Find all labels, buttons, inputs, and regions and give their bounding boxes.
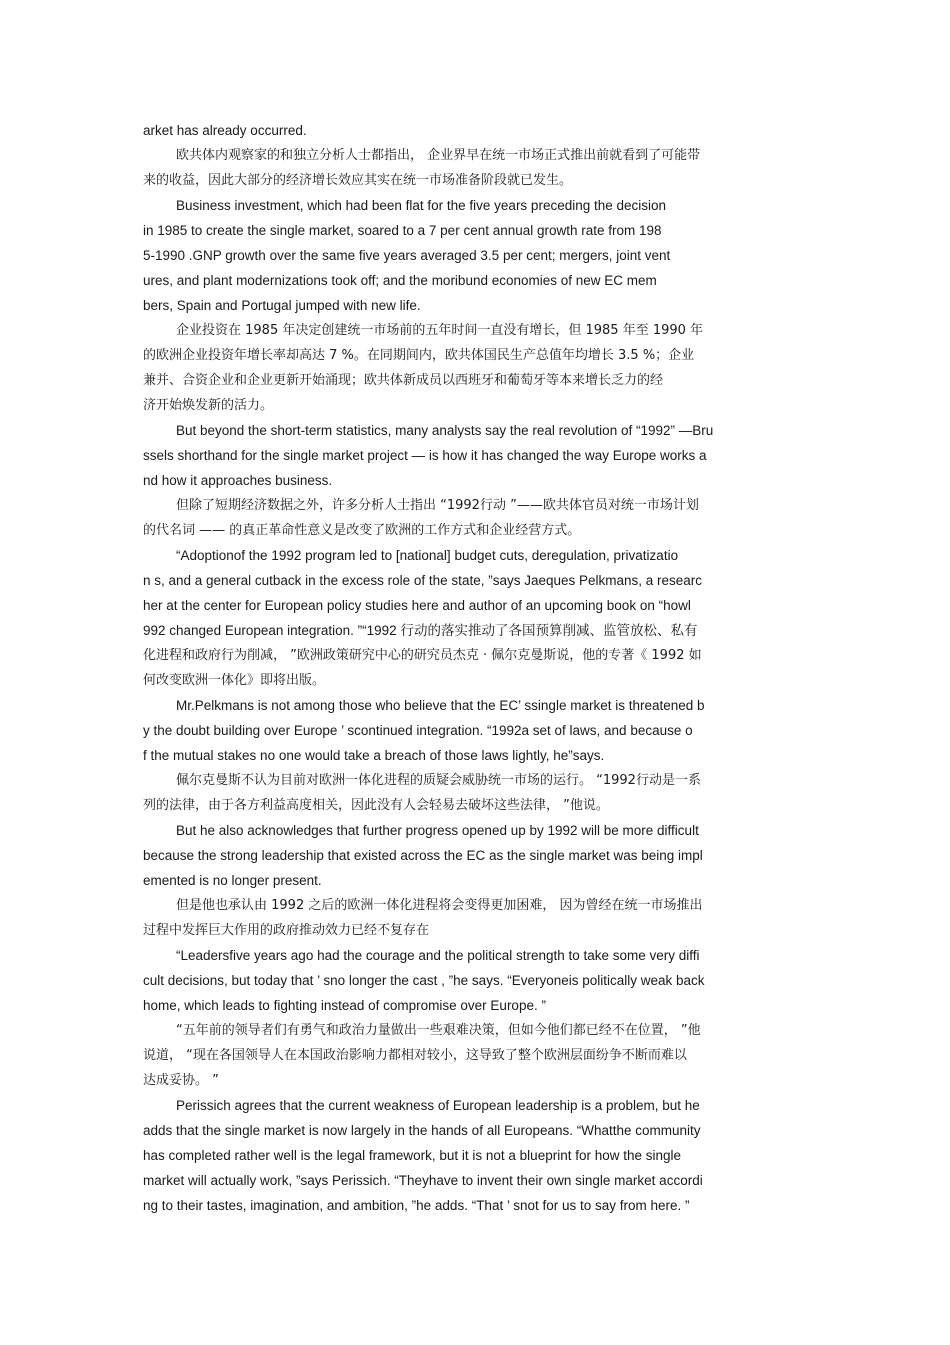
- text-line: 说道， “现在各国领导人在本国政治影响力都相对较小，这导致了整个欧洲层面纷争不断而难以: [143, 1048, 687, 1063]
- text-line: Mr.Pelkmans is not among those who believe that the EC’ ssingle market is threatened b: [176, 698, 705, 713]
- text-line: ures, and plant modernizations took off; and the moribund economies of new EC mem: [143, 273, 657, 288]
- text-line: ng to their tastes, imagination, and ambition, ”he adds. “That ’ snot for us to say from here. ”: [143, 1198, 690, 1213]
- text-line: 但是他也承认由 1992 之后的欧洲一体化进程将会变得更加困难， 因为曾经在统一市场推出: [176, 898, 703, 913]
- text-line: 但除了短期经济数据之外，许多分析人士指出 “1992行动 ”——欧共体官员对统一市场计划: [176, 498, 699, 513]
- text-line: “五年前的领导者们有勇气和政治力量做出一些艰难决策，但如今他们都已经不在位置， ”他: [176, 1023, 701, 1038]
- text-line: 企业投资在 1985 年决定创建统一市场前的五年时间一直没有增长，但 1985 年至 1990 年: [176, 323, 704, 338]
- text-line: her at the center for European policy studies here and author of an upcoming book on “howl: [143, 598, 691, 613]
- text-line: arket has already occurred.: [143, 123, 307, 138]
- text-line: because the strong leadership that existed across the EC as the single market was being impl: [143, 848, 703, 863]
- text-line: in 1985 to create the single market, soared to a 7 per cent annual growth rate from 198: [143, 223, 662, 238]
- text-line: 达成妥协。 ”: [143, 1073, 219, 1088]
- text-line: f the mutual stakes no one would take a breach of those laws lightly, he”says.: [143, 748, 605, 763]
- text-line: y the doubt building over Europe ’ scontinued integration. “1992a set of laws, and because o: [143, 723, 693, 738]
- text-line: has completed rather well is the legal framework, but it is not a blueprint for how the single: [143, 1148, 682, 1163]
- text-line: ssels shorthand for the single market project — is how it has changed the way Europe works a: [143, 448, 707, 463]
- text-line: Business investment, which had been flat for the five years preceding the decision: [176, 198, 667, 213]
- text-line: cult decisions, but today that ’ sno longer the cast , ”he says. “Everyoneis politically weak back: [143, 973, 705, 988]
- text-line: adds that the single market is now largely in the hands of all Europeans. “Whatthe community: [143, 1123, 701, 1138]
- text-line: 列的法律，由于各方利益高度相关，因此没有人会轻易去破坏这些法律， ”他说。: [143, 798, 609, 813]
- text-line: 佩尔克曼斯不认为目前对欧洲一体化进程的质疑会威胁统一市场的运行。 “1992行动是一系: [176, 773, 701, 788]
- text-line: 5-1990 .GNP growth over the same five years averaged 3.5 per cent; mergers, joint vent: [143, 248, 671, 263]
- text-line: emented is no longer present.: [143, 873, 322, 888]
- text-line: 何改变欧洲一体化》即将出版。: [143, 673, 326, 688]
- document-body: [143, 118, 823, 1218]
- text-line: bers, Spain and Portugal jumped with new life.: [143, 298, 421, 313]
- text-line: 兼并、合资企业和企业更新开始涌现；欧共体新成员以西班牙和葡萄牙等本来增长乏力的经: [143, 373, 664, 388]
- text-line: 的代名词 —— 的真正革命性意义是改变了欧洲的工作方式和企业经营方式。: [143, 523, 581, 538]
- text-line: But beyond the short-term statistics, many analysts say the real revolution of “1992” —Bru: [176, 423, 714, 438]
- text-line: 过程中发挥巨大作用的政府推动效力已经不复存在: [143, 923, 430, 938]
- text-line: But he also acknowledges that further progress opened up by 1992 will be more difficult: [176, 823, 699, 838]
- text-line: “Adoptionof the 1992 program led to [national] budget cuts, deregulation, privatizatio: [176, 548, 679, 563]
- text-line: market will actually work, ”says Perissich. “Theyhave to invent their own single market accordi: [143, 1173, 703, 1188]
- text-line: home, which leads to fighting instead of compromise over Europe. ”: [143, 998, 546, 1013]
- text-line: “Leadersfive years ago had the courage and the political strength to take some very diffi: [176, 948, 700, 963]
- text-line: nd how it approaches business.: [143, 473, 333, 488]
- text-line: 济开始焕发新的活力。: [143, 398, 274, 413]
- text-line: n s, and a general cutback in the excess role of the state, ”says Jaeques Pelkmans, a researc: [143, 573, 703, 588]
- text-line: 来的收益，因此大部分的经济增长效应其实在统一市场准备阶段就已发生。: [143, 173, 573, 188]
- text-line: 992 changed European integration. ”“1992 行动的落实推动了各国预算削减、监管放松、私有: [143, 623, 698, 638]
- text-line: 欧共体内观察家的和独立分析人士都指出， 企业界早在统一市场正式推出前就看到了可能带: [176, 148, 701, 163]
- text-line: Perissich agrees that the current weakness of European leadership is a problem, but he: [176, 1098, 700, 1113]
- text-line: 化进程和政府行为削减， ”欧洲政策研究中心的研究员杰克 · 佩尔克曼斯说，他的专著《 1992 如: [143, 648, 702, 663]
- text-line: 的欧洲企业投资年增长率却高达 7 %。在同期间内，欧共体国民生产总值年均增长 3.5 %；企业: [143, 348, 695, 363]
